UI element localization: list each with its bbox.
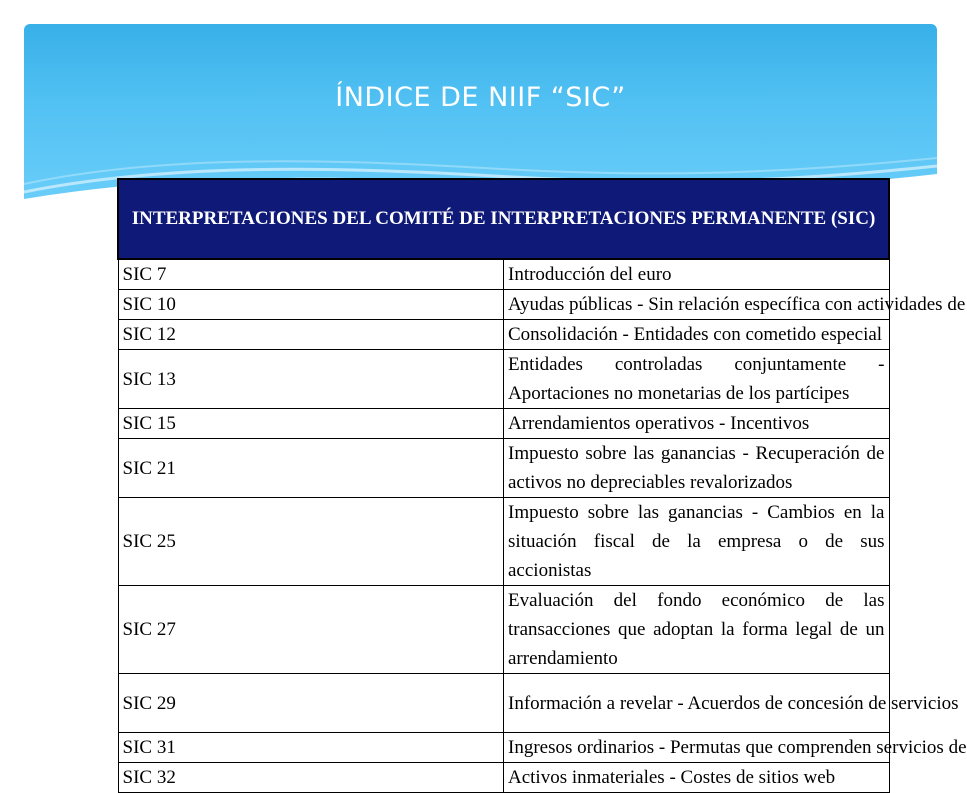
sic-description: Activos inmateriales - Costes de sitios web: [504, 763, 890, 793]
sic-code: SIC 7: [118, 259, 504, 290]
sic-description: Entidades controladas conjuntamente - Aportaciones no monetarias de los partícipes: [504, 350, 890, 409]
table-row: [118, 498, 889, 586]
table-row: [118, 259, 889, 290]
slide-title: ÍNDICE DE NIIF “SIC”: [335, 82, 626, 113]
table-row: [118, 439, 889, 498]
table-row: [118, 409, 889, 439]
sic-description: Evaluación del fondo económico de las transacciones que adoptan la forma legal de un arrendamiento: [504, 586, 890, 674]
sic-description: Ayudas públicas - Sin relación específica con actividades de: [504, 290, 890, 320]
sic-description: Ingresos ordinarios - Permutas que comprenden servicios de: [504, 733, 890, 763]
table-row: [118, 733, 889, 763]
sic-code: SIC 12: [118, 320, 504, 350]
sic-code: SIC 21: [118, 439, 504, 498]
sic-table-container: [117, 178, 967, 793]
sic-description: Información a revelar - Acuerdos de concesión de servicios: [504, 674, 890, 733]
table-row: [118, 586, 889, 674]
sic-description: Impuesto sobre las ganancias - Recuperación de activos no depreciables revalorizados: [504, 439, 890, 498]
table-row: [118, 674, 889, 733]
table-row: [118, 763, 889, 793]
table-header-row: [118, 179, 889, 259]
sic-code: SIC 15: [118, 409, 504, 439]
sic-table: [117, 178, 967, 793]
sic-code: SIC 13: [118, 350, 504, 409]
sic-description: Arrendamientos operativos - Incentivos: [504, 409, 890, 439]
sic-code: SIC 29: [118, 674, 504, 733]
table-row: [118, 320, 889, 350]
sic-code: SIC 27: [118, 586, 504, 674]
sic-code: SIC 31: [118, 733, 504, 763]
table-row: [118, 350, 889, 409]
sic-description: Consolidación - Entidades con cometido especial: [504, 320, 890, 350]
table-row: [118, 290, 889, 320]
table-header: INTERPRETACIONES DEL COMITÉ DE INTERPRETACIONES PERMANENTE (SIC): [118, 179, 889, 259]
sic-description: Impuesto sobre las ganancias - Cambios en la situación fiscal de la empresa o de sus accionistas: [504, 498, 890, 586]
sic-code: SIC 10: [118, 290, 504, 320]
sic-code: SIC 32: [118, 763, 504, 793]
sic-description: Introducción del euro: [504, 259, 890, 290]
sic-code: SIC 25: [118, 498, 504, 586]
